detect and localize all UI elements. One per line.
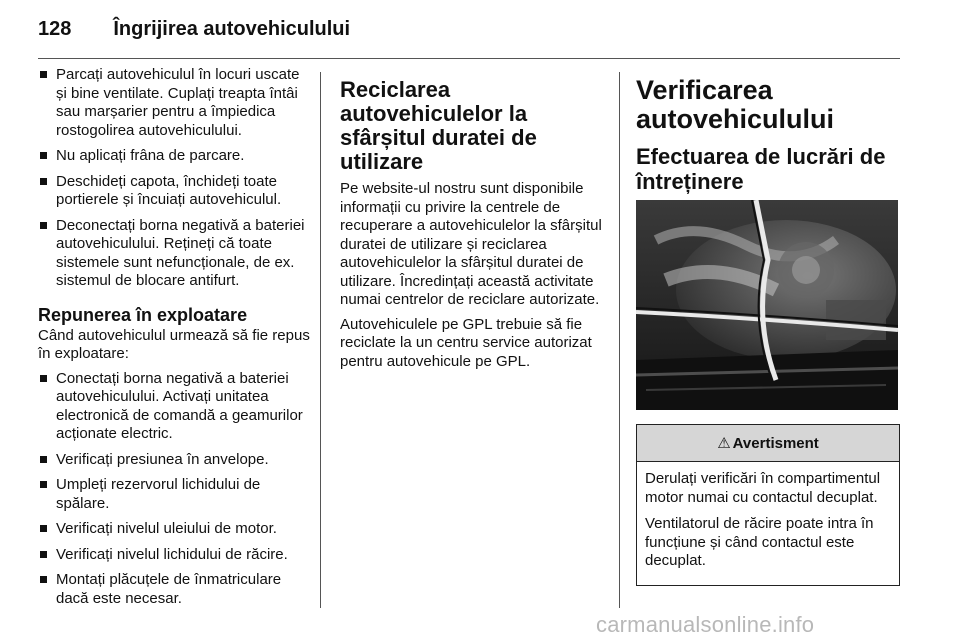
header-rule [38,58,900,59]
column-left [38,66,310,615]
bullet-icon [40,525,47,532]
page-header [38,14,350,44]
bullet-icon [40,71,47,78]
bullet-icon [40,152,47,159]
list-item: Verificați nivelul uleiului de motor. [38,520,310,539]
subsection-title-maintenance: Efectuarea de lucrări de întreținere [636,144,886,194]
engine-compartment-photo [636,200,898,410]
warning-triangle-icon: ⚠ [717,435,731,452]
warning-paragraph-2: Ventilatorul de răcire poate intra în funcțiune și când contactul este decuplat. [645,515,874,569]
running-title: Îngrijirea autovehiculului [113,17,351,40]
watermark: carmanualsonline.info [596,612,815,637]
engine-bay-illustration [636,200,898,410]
warning-header [637,425,899,462]
bullet-icon [40,375,47,382]
warning-paragraph-1: Derulați verificări în compartimentul motor numai cu contactul decuplat. [645,470,881,506]
list-item: Deschideți capota, închideți toate portierele și încuiați autovehiculul. [38,173,310,210]
warning-label: Avertisment [732,434,819,452]
storage-bullet-list [38,66,310,291]
column-middle [340,66,605,377]
list-item: Nu aplicați frâna de parcare. [38,147,310,166]
section-title-recycling: Reciclarea autovehiculelor la sfârșitul duratei de utilizare [340,77,537,174]
bullet-icon [40,551,47,558]
recommission-bullet-list [38,370,310,609]
recycling-paragraph-2: Autovehiculele pe GPL trebuie să fie reciclate la un centru service autorizat pentru autovehicule pe GPL. [340,315,592,370]
bullet-icon [40,576,47,583]
recycling-paragraph-1: Pe website-ul nostru sunt disponibile informații cu privire la centrele de recuperare a autovehiculelor la sfârșitul duratei de utilizare și reciclarea autovehiculelor la sfârșitul duratei de utilizare. Încredințați această activitate numai centrelor de reciclare autorizate. [340,180,602,308]
warning-body [637,462,899,585]
recommission-intro: Când autovehiculul urmează să fie repus în exploatare: [38,326,310,362]
list-item: Verificați nivelul lichidului de răcire. [38,546,310,565]
section-title-recommission: Repunerea în exploatare [38,304,248,325]
list-item: Umpleți rezervorul lichidului de spălare. [38,476,310,513]
column-divider-right [619,72,620,608]
warning-box [636,424,900,586]
column-divider-left [320,72,321,608]
bullet-icon [40,481,47,488]
list-item: Parcați autovehiculul în locuri uscate și bine ventilate. Cuplați treapta întâi sau marșarier pentru a împiedica rostogolirea autovehiculului. [38,66,310,140]
column-right [636,66,901,586]
section-title-vehicle-check: Verificarea autovehiculului [636,75,835,134]
page-number: 128 [38,17,72,40]
list-item: Verificați presiunea în anvelope. [38,451,310,470]
bullet-icon [40,178,47,185]
bullet-icon [40,222,47,229]
bullet-icon [40,456,47,463]
list-item: Conectați borna negativă a bateriei autovehiculului. Activați unitatea electronică de comandă a geamurilor acționate electric. [38,370,310,444]
list-item: Montați plăcuțele de înmatriculare dacă este necesar. [38,571,310,608]
list-item: Deconectați borna negativă a bateriei autovehiculului. Rețineți că toate sistemele sunt nefuncționale, de ex. sistemul de blocare antifurt. [38,217,310,291]
